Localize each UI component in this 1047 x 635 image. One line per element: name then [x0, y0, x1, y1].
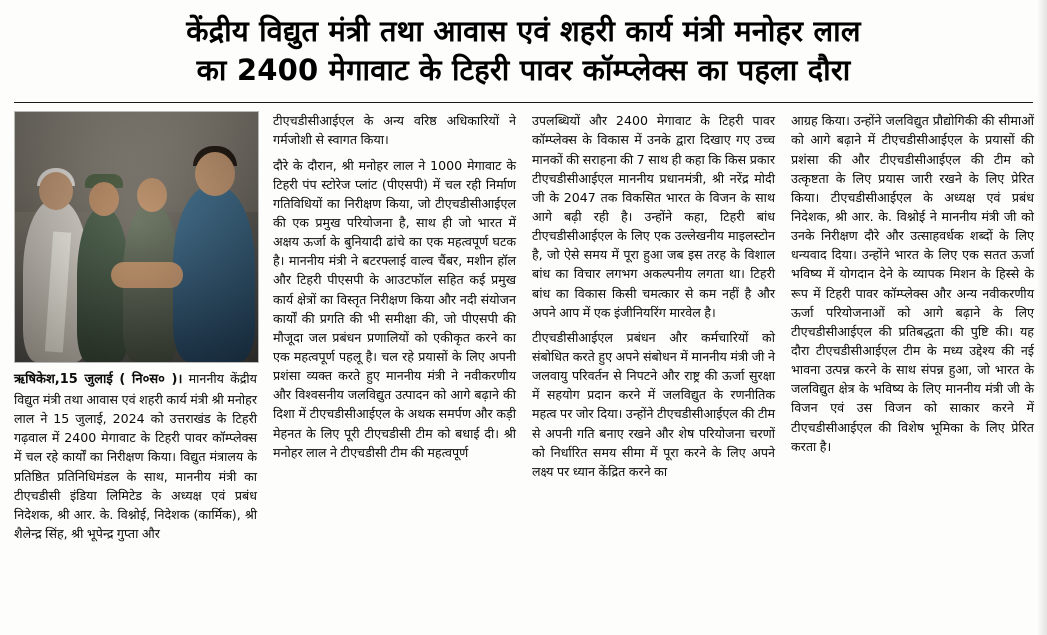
- article-column-2: [273, 111, 516, 468]
- article-paragraph: [14, 369, 257, 543]
- headline-line-1: केंद्रीय विद्युत मंत्री तथा आवास एवं शहरी कार्य मंत्री मनोहर लाल: [186, 14, 861, 48]
- page-title: [14, 8, 1033, 96]
- article-columns: [14, 111, 1033, 631]
- dateline: ऋषिकेश,15 जुलाई ( नि०स० )।: [14, 372, 183, 388]
- article-column-4: [791, 111, 1034, 462]
- minister-greeting-photo: [14, 111, 259, 363]
- article-column-3: [532, 111, 775, 487]
- article-paragraph: दौरे के दौरान, श्री मनोहर लाल ने 1000 मेगावाट के टिहरी पंप स्टोरेज प्लांट (पीएसपी) में चल रही निर्माण गतिविधियों का निरीक्षण किया, जो टीएचडीसीआईएल की एक प्रमुख परियोजना है, साथ ही जो भारत में अक्षय ऊर्जा के बुनियादी ढांचे का एक महत्वपूर्ण घटक है। माननीय मंत्री ने बटरफ्लाई वाल्व चैंबर, मशीन हॉल और टिहरी पीएसपी के आउटफॉल सहित कई प्रमुख कार्य क्षेत्रों का विस्तृत निरीक्षण किया और नदी संयोजन कार्यों की प्रगति की भी समीक्षा की, जो पीएसपी की मौजूदा जल प्रबंधन प्रणालियों को एकीकृत करने का एक महत्वपूर्ण पहलू है। चल रहे प्रयासों के लिए अपनी प्रशंसा व्यक्त करते हुए माननीय मंत्री ने नवीकरणीय और विश्वसनीय जलविद्युत उत्पादन को आगे बढ़ाने की दिशा में टीएचडीसीआईएल के अथक समर्पण और कड़ी मेहनत के लिए पूरी टीएचडीसी टीम को बधाई दी। श्री मनोहर लाल ने टीएचडीसी टीम की महत्वपूर्ण: [273, 157, 516, 460]
- photo-wrap: [14, 111, 257, 363]
- headline-divider: [14, 102, 1033, 103]
- page-edge-shadow: [1037, 0, 1047, 635]
- article-paragraph: टीएचडीसीआईएल प्रबंधन और कर्मचारियों को संबोधित करते हुए अपने संबोधन में माननीय मंत्री जी ने जलवायु परिवर्तन से निपटने और राष्ट्र की ऊर्जा सुरक्षा में सहयोग प्रदान करने में जलविद्युत के रणनीतिक महत्व पर जोर दिया। उन्होंने टीएचडीसीआईएल की टीम से अपनी गति बनाए रखने और शेष परियोजना चरणों को निर्धारित समय सीमा में पूरा करने के लिए अपने लक्ष्य पर ध्यान केंद्रित करने का: [532, 329, 776, 479]
- article-column-1: [14, 111, 257, 549]
- headline-line-2: का 2400 मेगावाट के टिहरी पावर कॉम्प्लेक्स का पहला दौरा: [196, 53, 851, 88]
- article-paragraph: टीएचडीसीआईएल के अन्य वरिष्ठ अधिकारियों ने गर्मजोशी से स्वागत किया।: [273, 113, 516, 148]
- article-paragraph: आग्रह किया। उन्होंने जलविद्युत प्रौद्योगिकी की सीमाओं को आगे बढ़ाने में टीएचडीसीआईएल के प्रयासों की प्रशंसा की और टीएचडीसीआईएल की टीम को उत्कृष्टता के लिए प्रयास जारी रखने के लिए प्रेरित किया। टीएचडीसीआईएल के अध्यक्ष एवं प्रबंध निदेशक, श्री आर. के. विश्नोई ने माननीय मंत्री जी को उनके निरीक्षण दौरे और उत्साहवर्धक शब्दों के लिए धन्यवाद दिया। उन्होंने भारत के लिए एक सतत ऊर्जा भविष्य में योगदान देने के व्यापक मिशन के हिस्से के रूप में टिहरी पावर कॉम्प्लेक्स और अन्य नवीकरणीय ऊर्जा परियोजनाओं को आगे बढ़ाने के लिए टीएचडीसीआईएल की प्रतिबद्धता की पुष्टि की। यह दौरा टीएचडीसीआईएल टीम के मध्य उद्देश्य की नई भावना उत्पन्न करने के साथ संपन्न हुआ, जो भारत के जलविद्युत क्षेत्र के भविष्य के लिए माननीय मंत्री जी के विजन एवं उस विजन को साकार करने में टीएचडीसीआईएल की विशेष भूमिका के लिए प्रेरित करता है।: [791, 113, 1034, 454]
- photo-vignette: [15, 112, 258, 362]
- article-paragraph-text: माननीय केंद्रीय विद्युत मंत्री तथा आवास एवं शहरी कार्य मंत्री श्री मनोहर लाल ने 15 जुलाई, 2024 को उत्तराखंड के टिहरी गढ़वाल में 2400 मेगावाट के टिहरी पावर कॉम्प्लेक्स में चल रहे कार्यों का निरीक्षण किया। विद्युत मंत्रालय के प्रतिष्ठित प्रतिनिधिमंडल के साथ, माननीय मंत्री का टीएचडीसी इंडिया लिमिटेड के अध्यक्ष एवं प्रबंध निदेशक, श्री आर. के. विश्नोई, निदेशक (कार्मिक), श्री शैलेन्द्र सिंह, श्री भूपेन्द्र गुप्ता और: [14, 371, 257, 542]
- article-paragraph: उपलब्धियों और 2400 मेगावाट के टिहरी पावर कॉम्प्लेक्स के विकास में उनके द्वारा दिखाए गए उच्च मानकों की सराहना की 7 साथ ही कहा कि किस प्रकार टीएचडीसीआईएल माननीय प्रधानमंत्री, श्री नरेंद्र मोदी जी के 2047 तक विकसित भारत के विजन के साथ आगे बढ़ी रही है। उन्होंने कहा, टिहरी बांध टीएचडीसीआईएल के लिए एक उल्लेखनीय माइलस्टोन है, जो ऐसे समय में पूरा हुआ जब इस तरह के विशाल बांध का विचार लगभग अकल्पनीय लगता था। टिहरी बांध का विकास किसी चमत्कार से कम नहीं है और अपने आप में एक इंजीनियरिंग मारवेल है।: [532, 113, 775, 320]
